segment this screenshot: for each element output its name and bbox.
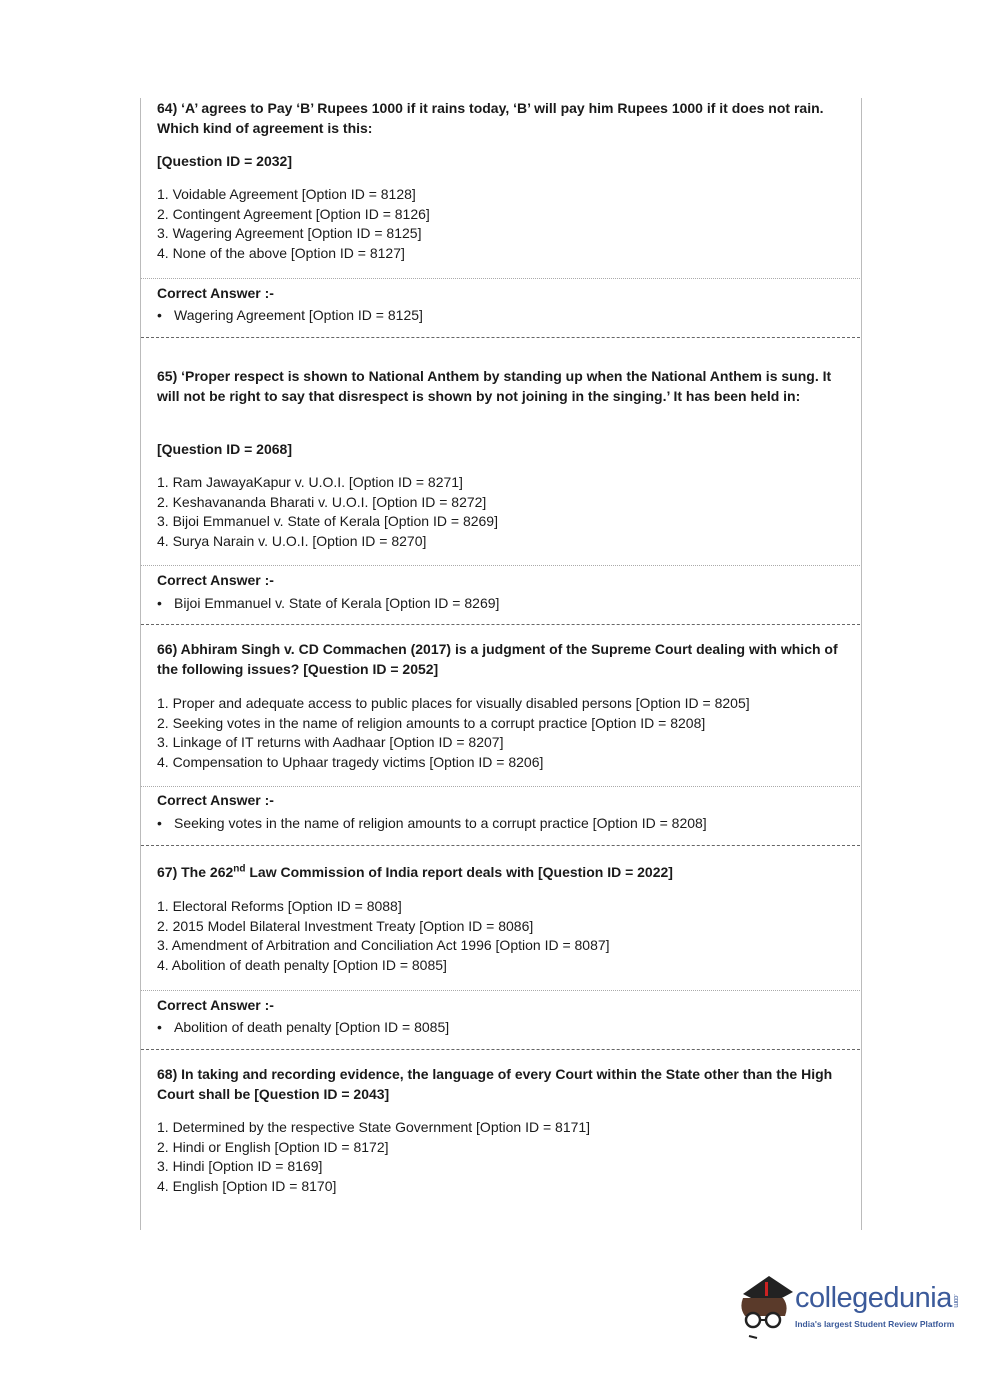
divider: [141, 565, 860, 566]
option: 1. Electoral Reforms [Option ID = 8088]: [157, 898, 402, 914]
option: 1. Proper and adequate access to public places for visually disabled persons [Option ID = 8205]: [157, 695, 750, 711]
question-separator: [141, 337, 860, 338]
option: 4. Compensation to Uphaar tragedy victims [Option ID = 8206]: [157, 753, 544, 770]
option: 2. Keshavananda Bharati v. U.O.I. [Option ID = 8272]: [157, 493, 487, 510]
question-text: 66) Abhiram Singh v. CD Commachen (2017) is a judgment of the Supreme Court dealing with which of the following issues? [Question ID = 2052]: [157, 641, 838, 677]
options-list: [157, 694, 857, 772]
question-id: [Question ID = 2068]: [157, 441, 292, 457]
correct-answer: • Wagering Agreement [Option ID = 8125]: [157, 306, 857, 326]
option: 1. Determined by the respective State Government [Option ID = 8171]: [157, 1119, 591, 1135]
option: 1. Ram JawayaKapur v. U.O.I. [Option ID = 8271]: [157, 474, 463, 490]
option: 3. Amendment of Arbitration and Conciliation Act 1996 [Option ID = 8087]: [157, 937, 610, 953]
option: 3. Hindi [Option ID = 8169]: [157, 1158, 323, 1174]
option: 3. Linkage of IT returns with Aadhaar [Option ID = 8207]: [157, 734, 504, 750]
logo-tagline: India's largest Student Review Platform: [795, 1319, 955, 1329]
question-separator: [141, 624, 860, 625]
options-list: [157, 473, 857, 551]
option: 3. Bijoi Emmanuel v. State of Kerala [Option ID = 8269]: [157, 513, 498, 529]
question-text: 64) ‘A’ agrees to Pay ‘B’ Rupees 1000 if it rains today, ‘B’ will pay him Rupees 1000 if it does not rain. Which kind of agreement is this:: [157, 100, 824, 136]
question-text-start: 67) The 262: [157, 864, 234, 880]
correct-answer: • Abolition of death penalty [Option ID = 8085]: [157, 1018, 857, 1038]
option: 3. Wagering Agreement [Option ID = 8125]: [157, 225, 422, 241]
divider: [141, 278, 860, 279]
option: 2. Contingent Agreement [Option ID = 8126]: [157, 205, 430, 222]
option: 4. Abolition of death penalty [Option ID = 8085]: [157, 956, 447, 973]
option: 1. Voidable Agreement [Option ID = 8128]: [157, 186, 416, 202]
mascot-icon: [735, 1272, 795, 1342]
question-text: 65) ‘Proper respect is shown to National Anthem by standing up when the National Anthem is sung. It will not be right to say that disrespect is shown by not joining in the singing.’ It has been held in:: [157, 368, 832, 404]
option: 2. 2015 Model Bilateral Investment Treaty [Option ID = 8086]: [157, 917, 534, 934]
correct-answer: • Bijoi Emmanuel v. State of Kerala [Option ID = 8269]: [157, 594, 857, 614]
correct-answer-label: Correct Answer :-: [157, 792, 274, 808]
correct-answer: • Seeking votes in the name of religion amounts to a corrupt practice [Option ID = 8208]: [157, 814, 857, 834]
question-text: 68) In taking and recording evidence, the language of every Court within the State other than the High Court shall be [Question ID = 2043]: [157, 1066, 833, 1102]
question-text: [157, 863, 857, 883]
option: 4. Surya Narain v. U.O.I. [Option ID = 8270]: [157, 532, 427, 549]
correct-answer-label: Correct Answer :-: [157, 572, 274, 588]
option: 2. Hindi or English [Option ID = 8172]: [157, 1138, 389, 1155]
options-list: [157, 897, 857, 975]
divider: [141, 990, 860, 991]
option: 4. None of the above [Option ID = 8127]: [157, 244, 405, 261]
option: 2. Seeking votes in the name of religion amounts to a corrupt practice [Option ID = 8208]: [157, 714, 706, 731]
divider: [141, 786, 860, 787]
options-list: [157, 1118, 857, 1196]
question-separator: [141, 1049, 860, 1050]
question-text-end: Law Commission of India report deals with [Question ID = 2022]: [245, 864, 673, 880]
question-id: [Question ID = 2032]: [157, 153, 292, 169]
correct-answer-label: Correct Answer :-: [157, 285, 274, 301]
options-list: [157, 185, 857, 263]
option: 4. English [Option ID = 8170]: [157, 1177, 337, 1194]
question-separator: [141, 845, 860, 846]
correct-answer-label: Correct Answer :-: [157, 997, 274, 1013]
logo-brand: collegedunia.com: [795, 1282, 959, 1314]
collegedunia-logo: [735, 1272, 965, 1342]
ordinal-suffix: nd: [233, 863, 246, 875]
